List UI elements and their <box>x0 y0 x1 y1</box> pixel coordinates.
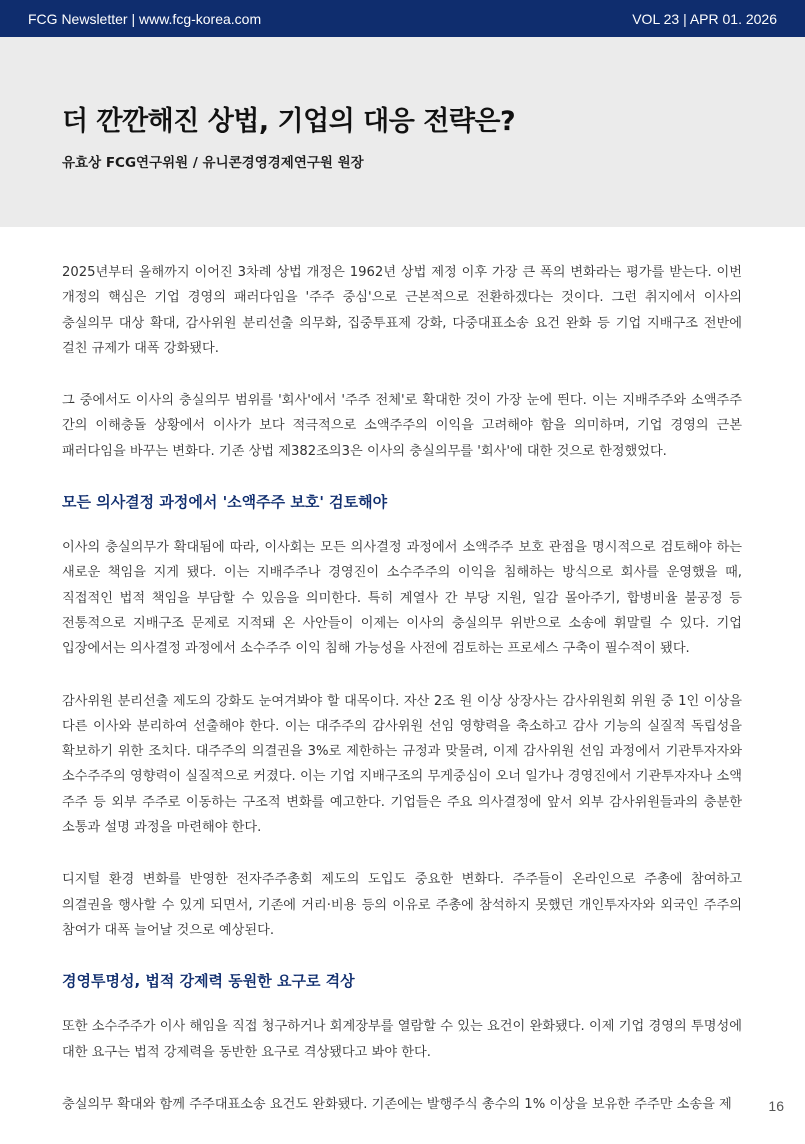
newsletter-site-label: FCG Newsletter | www.fcg-korea.com <box>28 11 262 27</box>
title-box <box>0 37 805 227</box>
section-heading: 경영투명성, 법적 강제력 동원한 요구로 격상 <box>62 972 355 991</box>
section-heading: 모든 의사결정 과정에서 '소액주주 보호' 검토해야 <box>62 493 388 512</box>
body-paragraph: 2025년부터 올해까지 이어진 3차례 상법 개정은 1962년 상법 제정 이후 가장 큰 폭의 변화라는 평가를 받는다. 이번 개정의 핵심은 기업 경영의 패러다임을 '주주 중심'으로 근본적으로 전환하겠다는 것이다. 그런 취지에서 이사의 충실의무 대상 확대, 감사위원 분리선출 의무화, 집중투표제 강화, 다중대표소송 요건 완화 등 기업 지배구조 전반에 걸친 규제가 대폭 강화됐다. <box>62 265 742 356</box>
body-paragraph: 디지털 환경 변화를 반영한 전자주주총회 제도의 도입도 중요한 변화다. 주주들이 온라인으로 주총에 참여하고 의결권을 행사할 수 있게 되면서, 기존에 거리·비용 등의 이유로 주총에 참석하지 못했던 개인투자자와 외국인 주주의 참여가 대폭 늘어날 것으로 예상된다. <box>62 872 742 938</box>
body-paragraph: 그 중에서도 이사의 충실의무 범위를 '회사'에서 '주주 전체'로 확대한 것이 가장 눈에 띈다. 이는 지배주주와 소액주주 간의 이해충돌 상황에서 이사가 보다 적극적으로 소액주주의 이익을 고려해야 함을 의미하며, 기업 경영의 근본 패러다임을 바꾸는 변화다. 기존 상법 제382조의3은 이사의 충실의무를 '회사'에 대한 것으로 한정했었다. <box>62 393 742 459</box>
article-author: 유효상 FCG연구위원 / 유니콘경영경제연구원 원장 <box>62 155 364 171</box>
body-paragraph: 또한 소수주주가 이사 해임을 직접 청구하거나 회계장부를 열람할 수 있는 요건이 완화됐다. 이제 기업 경영의 투명성에 대한 요구는 법적 강제력을 동반한 요구로 격상됐다고 봐야 한다. <box>62 1019 742 1060</box>
body-paragraph: 이사의 충실의무가 확대됨에 따라, 이사회는 모든 의사결정 과정에서 소액주주 보호 관점을 명시적으로 검토해야 하는 새로운 책임을 지게 됐다. 이는 지배주주나 경영진이 소수주주의 이익을 침해하는 방식으로 회사를 운영했을 때, 직접적인 법적 책임을 부담할 수 있음을 의미한다. 특히 계열사 간 부당 지원, 일감 몰아주기, 합병비율 불공정 등 전통적으로 지배구조 문제로 지적돼 온 사안들이 이제는 이사의 충실의무 위반으로 소송에 휘말릴 수 있다. 기업 입장에서는 의사결정 과정에서 소수주주 이익 침해 가능성을 사전에 검토하는 프로세스 구축이 필수적이 됐다. <box>62 540 742 657</box>
page-number: 16 <box>768 1098 784 1114</box>
issue-date-label: VOL 23 | APR 01. 2026 <box>632 11 777 27</box>
article-title: 더 깐깐해진 상법, 기업의 대응 전략은? <box>62 106 516 137</box>
newsletter-header-bar <box>0 0 805 37</box>
article-body <box>62 260 742 1144</box>
body-paragraph: 충실의무 확대와 함께 주주대표소송 요건도 완화됐다. 기존에는 발행주식 총수의 1% 이상을 보유한 주주만 소송을 제 <box>62 1096 732 1112</box>
body-paragraph: 감사위원 분리선출 제도의 강화도 눈여겨봐야 할 대목이다. 자산 2조 원 이상 상장사는 감사위원회 위원 중 1인 이상을 다른 이사와 분리하여 선출해야 한다. 이는 대주주의 감사위원 선임 영향력을 축소하고 감사 기능의 실질적 독립성을 확보하기 위한 조치다. 대주주의 의결권을 3%로 제한하는 규정과 맞물려, 이제 감사위원 선임 과정에서 기관투자자와 소수주주의 영향력이 실질적으로 커졌다. 이는 기업 지배구조의 무게중심이 오너 일가나 경영진에서 기관투자자나 소액 주주 등 외부 주주로 이동하는 구조적 변화를 예고한다. 기업들은 주요 의사결정에 앞서 외부 감사위원들과의 충분한 소통과 설명 과정을 마련해야 한다. <box>62 693 742 836</box>
